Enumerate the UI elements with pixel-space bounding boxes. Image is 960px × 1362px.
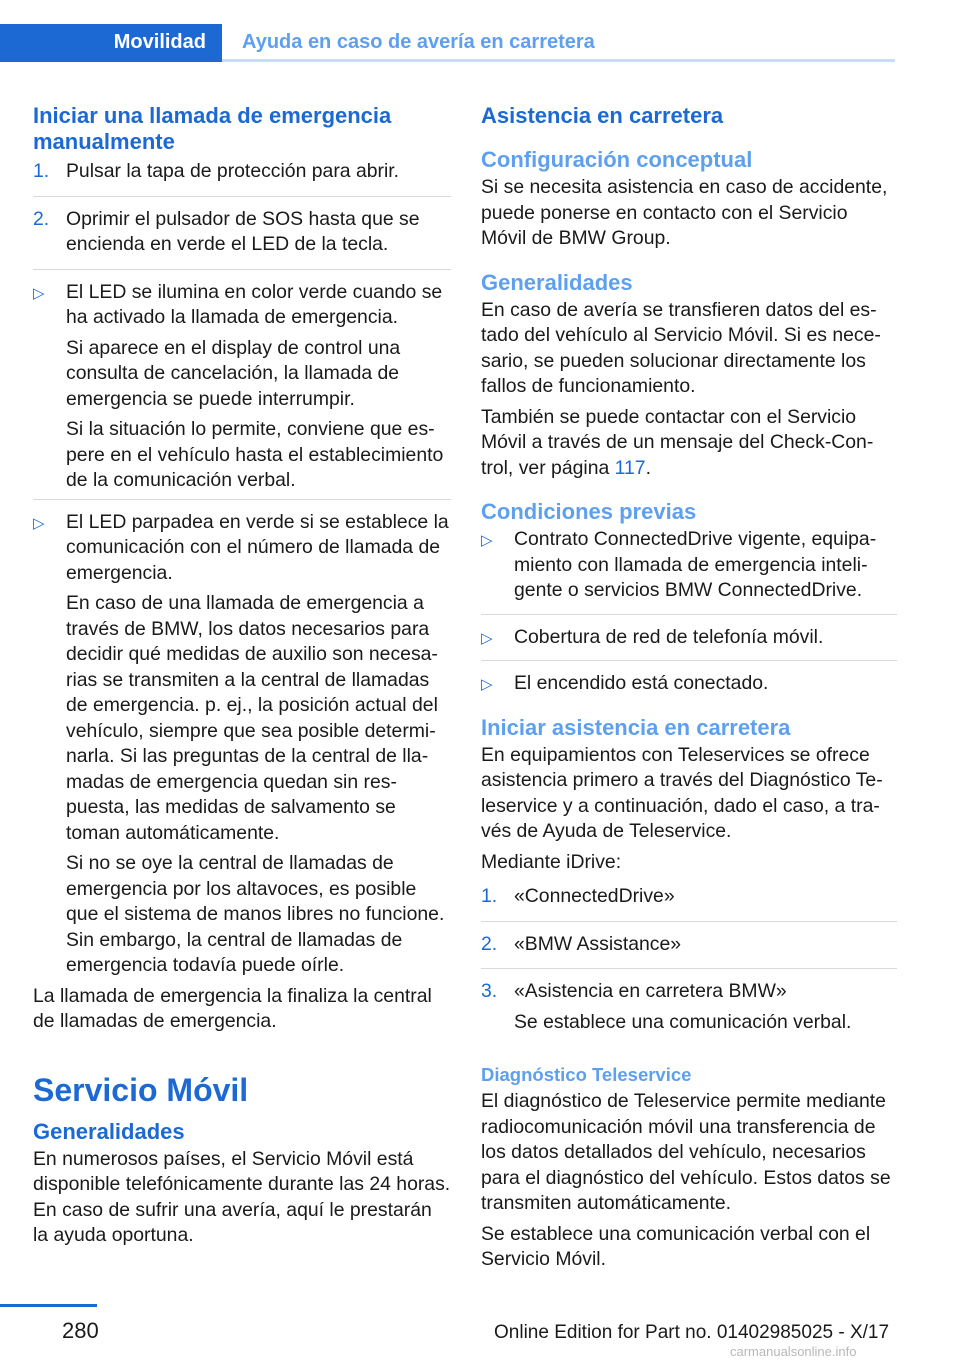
step-item <box>481 979 897 1047</box>
step-number: 2. <box>481 932 498 955</box>
step-text: Pulsar la tapa de protección para abrir. <box>66 160 400 182</box>
step-result-text: Se establece una comunicación verbal. <box>514 1010 852 1033</box>
general-text-2-end: . <box>645 456 651 479</box>
result-triangle-icon: ▷ <box>33 514 45 532</box>
bullet-triangle-icon: ▷ <box>481 629 493 647</box>
step-item <box>33 159 451 192</box>
divider <box>33 499 451 500</box>
divider <box>481 968 897 969</box>
step-number: 2. <box>33 207 50 230</box>
page-header <box>0 24 895 62</box>
page-link[interactable]: 117 <box>614 456 646 479</box>
general-heading: Generalidades <box>481 269 633 295</box>
edition-text: Online Edition for Part no. 01402985025 - X/17 <box>494 1322 890 1343</box>
diag-heading: Diagnóstico Teleservice <box>481 1064 692 1085</box>
step-number: 3. <box>481 980 498 1002</box>
closing-text: La llamada de emergencia la finaliza la central de llamadas de emergencia. <box>33 984 432 1032</box>
asistencia-heading: Asistencia en carretera <box>481 103 724 128</box>
prereq-item <box>481 671 897 703</box>
start-heading: Iniciar asistencia en carretera <box>481 714 791 740</box>
bullet-triangle-icon: ▷ <box>481 676 493 693</box>
divider <box>481 921 897 922</box>
bullet-triangle-icon: ▷ <box>481 532 493 549</box>
section-tab <box>0 24 222 62</box>
result-text: Si no se oye la central de llamadas de emergencia por los altavoces, es posible que el sistema de manos libres no funcione. Sin embargo, la central de llamadas de emergencia todavía puede oírle. <box>66 852 445 976</box>
step-text: «ConnectedDrive» <box>514 885 675 907</box>
general-text: En caso de avería se transfieren datos del estado del vehículo al Servicio Móvil. Si es necesario, se pueden solucionar directamente los fallos de funcionamiento. <box>481 298 881 397</box>
result-item <box>33 510 451 979</box>
page-number: 280 <box>62 1318 99 1343</box>
step-text: «BMW Assistance» <box>514 932 682 955</box>
manual-call-heading: Iniciar una llamada de emergencia manualmente <box>33 103 392 154</box>
servicio-text: En numerosos países, el Servicio Móvil está disponible telefónicamente durante las 24 horas. En caso de sufrir una avería, aquí le prestarán la ayuda oportuna. <box>33 1147 451 1246</box>
divider <box>481 660 897 661</box>
result-text: El LED parpadea en verde si se establece la comunicación con el número de llamada de emergencia. <box>66 510 449 584</box>
divider <box>481 614 897 615</box>
section-label: Movilidad <box>113 31 206 53</box>
diag-text-2: Se establece una comunicación verbal con el Servicio Móvil. <box>481 1222 871 1270</box>
general-text-2-lead: También se puede contactar con el Servicio Móvil a través de un mensaje del Check-Control, ver página <box>481 405 874 479</box>
result-text: En caso de una llamada de emergencia a través de BMW, los datos necesarios para decidir qué medidas de auxilio son necesarias se transmiten a la central de llamadas de emergencia. p. ej., la posición actual del vehículo, siempre que sea posible determinarla. Si las preguntas de la central de llamadas de emergencia quedan sin respuesta, las medidas de salvamento se toman automáticamente. <box>66 592 438 844</box>
right-column <box>481 100 897 1278</box>
prereq-heading: Condiciones previas <box>481 499 697 524</box>
result-text: Si aparece en el display de control una consulta de cancelación, la llamada de emergencia se puede interrumpir. <box>66 336 401 410</box>
config-heading: Configuración conceptual <box>481 147 753 172</box>
prereq-item <box>481 625 897 657</box>
prereq-item <box>481 527 897 610</box>
watermark: carmanualsonline.info <box>730 1344 857 1359</box>
footer-rule <box>0 1304 97 1307</box>
step-number: 1. <box>481 885 498 907</box>
step-item <box>33 207 451 265</box>
prereq-text: Contrato ConnectedDrive vigente, equipamiento con llamada de emergencia inteligente o servicios BMW ConnectedDrive. <box>514 528 877 601</box>
config-text: Si se necesita asistencia en caso de accidente, puede ponerse en contacto con el Servicio Móvil de BMW Group. <box>481 176 888 249</box>
result-text: Si la situación lo permite, conviene que espere en el vehículo hasta el establecimiento de la comunicación verbal. <box>66 418 444 491</box>
step-text: Oprimir el pulsador de SOS hasta que se encienda en verde el LED de la tecla. <box>66 207 420 255</box>
step-item <box>481 932 897 965</box>
via-text: Mediante iDrive: <box>481 850 622 873</box>
result-item <box>33 280 451 494</box>
servicio-movil-title: Servicio Móvil <box>33 1071 249 1108</box>
general-text-2 <box>481 405 897 482</box>
step-number: 1. <box>33 160 50 182</box>
chapter-title: Ayuda en caso de avería en carretera <box>242 31 595 53</box>
step-item <box>481 884 897 917</box>
divider <box>33 269 451 270</box>
start-text: En equipamientos con Teleservices se ofrece asistencia primero a través del Diagnóstico Teleservice y a continuación, dado el caso, a través de Ayuda de Teleservice. <box>481 743 883 842</box>
prereq-text: Cobertura de red de telefonía móvil. <box>514 625 824 648</box>
diag-text: El diagnóstico de Teleservice permite mediante radiocomunicación móvil una transferencia de los datos detallados del vehículo, necesarios para el diagnóstico del vehículo. Estos datos se transmiten automáticamente. <box>481 1090 891 1214</box>
prereq-text: El encendido está conectado. <box>514 672 769 694</box>
header-rule <box>222 59 895 62</box>
left-column <box>33 100 451 1254</box>
result-text: El LED se ilumina en color verde cuando se ha activado la llamada de emergencia. <box>66 280 443 328</box>
step-text: «Asistencia en carretera BMW» <box>514 980 787 1002</box>
result-triangle-icon: ▷ <box>33 284 45 302</box>
generalidades-heading: Generalidades <box>33 1118 185 1144</box>
divider <box>33 196 451 197</box>
